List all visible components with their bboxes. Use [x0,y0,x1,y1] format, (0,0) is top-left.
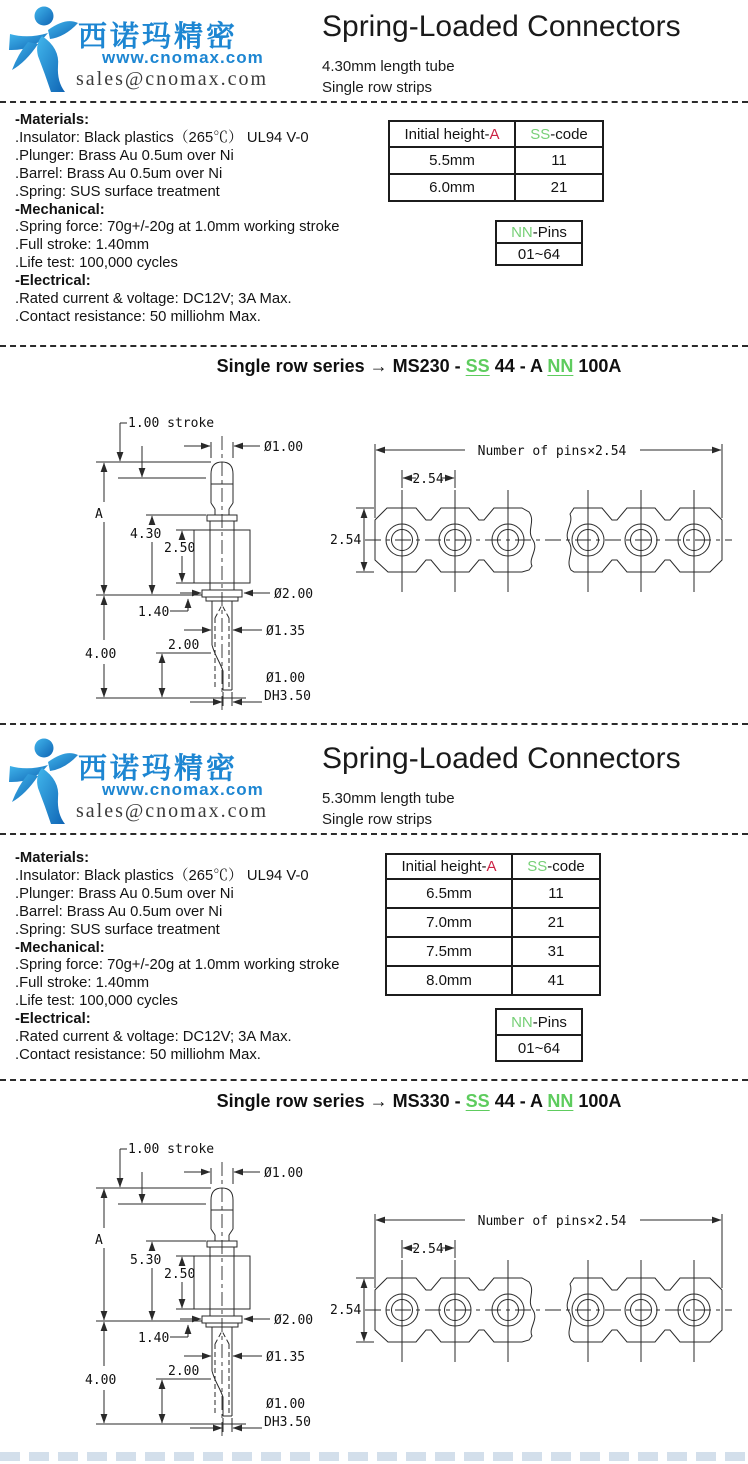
spec-text: .Rated current & voltage: DC12V; 3A Max. [15,291,292,308]
col-header-initial-height: Initial height-A [386,854,512,879]
table-row [496,1035,582,1061]
spec-text: .Life test: 100,000 cycles [15,255,178,272]
header-titleblock-1 [322,10,742,98]
dim-a-label: A [95,507,103,522]
company-logo [8,736,308,832]
strip-top-view-drawing [330,1200,748,1435]
spec-text: -Mechanical: [15,201,105,218]
dim-strip-width-label: 2.54 [330,533,362,548]
spec-line [15,291,387,309]
dim-flange-dia-label: Ø2.00 [274,1313,314,1328]
accent-ss: SS [530,125,551,143]
dim-strip-total-label: Number of pins×2.54 [477,444,627,459]
accent-nn: NN [511,223,533,241]
spec-line [15,993,387,1011]
spec-text: .Barrel: Brass Au 0.5um over Ni [15,165,223,182]
dim-full-stroke-label: 1.40 [138,1331,170,1346]
spec-text: -Mechanical: [15,939,105,956]
spec-text: .Rated current & voltage: DC12V; 3A Max. [15,1029,292,1046]
spec-line [15,940,387,958]
cell-code: 11 [512,879,600,908]
spec-list-1 [15,112,387,327]
dim-a-label: A [95,1233,103,1248]
spec-line [15,112,387,130]
spec-line [15,184,387,202]
spec-line [15,868,387,886]
table-row [386,966,600,995]
logo-website: www.cnomax.com [102,48,264,67]
dashed-separator [0,101,748,103]
cell-code: 21 [515,174,603,201]
spec-text: .Contact resistance: 50 milliohm Max. [15,1046,261,1063]
page-title: Spring-Loaded Connectors [322,742,681,775]
pin-dimensions [96,423,270,706]
spec-text: .Full stroke: 1.40mm [15,237,150,254]
series-ss-code: SS [465,1091,490,1111]
spec-text: .Full stroke: 1.40mm [15,975,150,992]
arrow-right-icon: → [369,356,393,376]
table-header-row [496,221,582,243]
dim-drill-label: DH3.50 [264,689,311,704]
spec-line [15,273,387,291]
cell-pin-range: 01~64 [496,243,582,265]
cell-code: 41 [512,966,600,995]
pin-side-view-drawing [84,1116,334,1446]
dim-tail-len-label: 2.00 [168,638,200,653]
spec-text: -Electrical: [15,273,91,290]
accent-a: A [489,125,500,143]
subtitle-row-type: Single row strips [322,79,433,96]
dashed-separator [0,833,748,835]
dim-below-label: 4.00 [85,647,117,662]
logo-email: sales@cnomax.com [76,800,269,822]
spec-text: -Electrical: [15,1011,91,1028]
table-row [496,243,582,265]
logo-email: sales@cnomax.com [76,68,269,90]
dashed-separator [0,1079,748,1081]
spec-line [15,202,387,220]
cell-height: 7.0mm [386,908,512,937]
spec-text: .Life test: 100,000 cycles [15,993,178,1010]
height-code-table-2 [385,853,601,996]
table-row [386,937,600,966]
table-row [386,879,600,908]
dim-full-stroke-label: 1.40 [138,605,170,620]
spec-line [15,309,387,327]
series-nn-code: NN [547,1091,574,1111]
cell-pin-range: 01~64 [496,1035,582,1061]
cell-height: 6.0mm [389,174,515,201]
dim-drill-label: DH3.50 [264,1415,311,1430]
spec-line [15,1029,387,1047]
dim-inner-label: 2.50 [164,541,196,556]
series-ss-code: SS [465,356,490,376]
spec-text: -Materials: [15,112,90,128]
table-header-row [389,121,603,147]
arrow-right-icon: → [369,1091,393,1111]
col-header-initial-height: Initial height-A [389,121,515,147]
cell-height: 5.5mm [389,147,515,174]
spec-line [15,1011,387,1029]
spec-text: .Insulator: Black plastics（265℃） UL94 V-0 [15,867,309,884]
logo-figure-icon [8,4,78,96]
spec-text: .Insulator: Black plastics（265℃） UL94 V-0 [15,129,309,146]
dim-inner-label: 2.50 [164,1267,196,1282]
spec-text: .Spring: SUS surface treatment [15,921,220,938]
strip-centerlines [365,490,732,592]
page-bottom-band [0,1452,748,1461]
spec-text: .Plunger: Brass Au 0.5um over Ni [15,147,234,164]
drawing-block-2 [0,1112,748,1464]
dim-tip-dia-label: Ø1.00 [266,671,306,686]
series-heading-1: Single row series → MS230 - SS 44 - A NN 100A [216,356,622,376]
spec-text: -Materials: [15,850,90,866]
dim-plunger-dia-label: Ø1.00 [264,440,304,455]
header-titleblock-2 [322,742,742,830]
subtitle-tube-length: 4.30mm length tube [322,58,455,75]
logo-chinese-name: 西诺玛精密 [78,21,239,53]
cell-height: 7.5mm [386,937,512,966]
pins-table-1 [495,220,583,266]
spec-line [15,255,387,273]
col-header-nn-pins: NN-Pins [496,1009,582,1035]
dim-stroke-label: 1.00 stroke [128,416,215,431]
dim-pitch-label: 2.54 [412,1242,444,1257]
page-title: Spring-Loaded Connectors [322,10,681,43]
dashed-separator [0,723,748,725]
spec-line [15,148,387,166]
spec-line [15,237,387,255]
col-header-nn-pins: NN-Pins [496,221,582,243]
table-row [389,174,603,201]
dim-tube-label: 5.30 [130,1253,162,1268]
dim-tail-dia-label: Ø1.35 [266,624,306,639]
series-heading-2: Single row series → MS330 - SS 44 - A NN 100A [216,1091,622,1111]
pin-dimensions [96,1149,270,1432]
spec-text: .Spring: SUS surface treatment [15,183,220,200]
spec-line [15,922,387,940]
spec-line [15,130,387,148]
cell-height: 6.5mm [386,879,512,908]
spec-line [15,886,387,904]
table-header-row [386,854,600,879]
spec-text: .Barrel: Brass Au 0.5um over Ni [15,903,223,920]
series-nn-code: NN [547,356,574,376]
spec-line [15,904,387,922]
spec-line [15,850,387,868]
cell-code: 21 [512,908,600,937]
pins-table-2 [495,1008,583,1062]
col-header-ss-code: SS-code [515,121,603,147]
spec-text: .Spring force: 70g+/-20g at 1.0mm working stroke [15,219,340,236]
spec-text: .Spring force: 70g+/-20g at 1.0mm working stroke [15,957,340,974]
height-code-table-1 [388,120,604,202]
logo-figure-icon [8,736,78,828]
strip-top-view-drawing [330,430,748,665]
spec-list-2 [15,850,387,1065]
drawing-block-1 [0,388,748,723]
col-header-ss-code: SS-code [512,854,600,879]
dim-tube-label: 4.30 [130,527,162,542]
strip-centerlines [365,1260,732,1362]
dim-tip-dia-label: Ø1.00 [266,1397,306,1412]
dim-plunger-dia-label: Ø1.00 [264,1166,304,1181]
dim-tail-len-label: 2.00 [168,1364,200,1379]
spec-line [15,166,387,184]
logo-website: www.cnomax.com [102,780,264,799]
logo-chinese-name: 西诺玛精密 [78,753,239,785]
company-logo [8,4,308,100]
pin-side-view-drawing [84,390,334,720]
accent-ss: SS [527,858,548,875]
table-row [389,147,603,174]
spec-text: .Contact resistance: 50 milliohm Max. [15,308,261,325]
accent-a: A [486,858,497,875]
table-row [386,908,600,937]
cell-code: 31 [512,937,600,966]
spec-line [15,1047,387,1065]
cell-code: 11 [515,147,603,174]
cell-height: 8.0mm [386,966,512,995]
dim-flange-dia-label: Ø2.00 [274,587,314,602]
dim-strip-width-label: 2.54 [330,1303,362,1318]
subtitle-row-type: Single row strips [322,811,433,828]
spec-line [15,219,387,237]
spec-text: .Plunger: Brass Au 0.5um over Ni [15,885,234,902]
spec-line [15,957,387,975]
dim-stroke-label: 1.00 stroke [128,1142,215,1157]
dim-pitch-label: 2.54 [412,472,444,487]
accent-nn: NN [511,1013,533,1031]
subtitle-tube-length: 5.30mm length tube [322,790,455,807]
table-header-row [496,1009,582,1035]
dim-below-label: 4.00 [85,1373,117,1388]
dashed-separator [0,345,748,347]
dim-strip-total-label: Number of pins×2.54 [477,1214,627,1229]
dim-tail-dia-label: Ø1.35 [266,1350,306,1365]
spec-line [15,975,387,993]
